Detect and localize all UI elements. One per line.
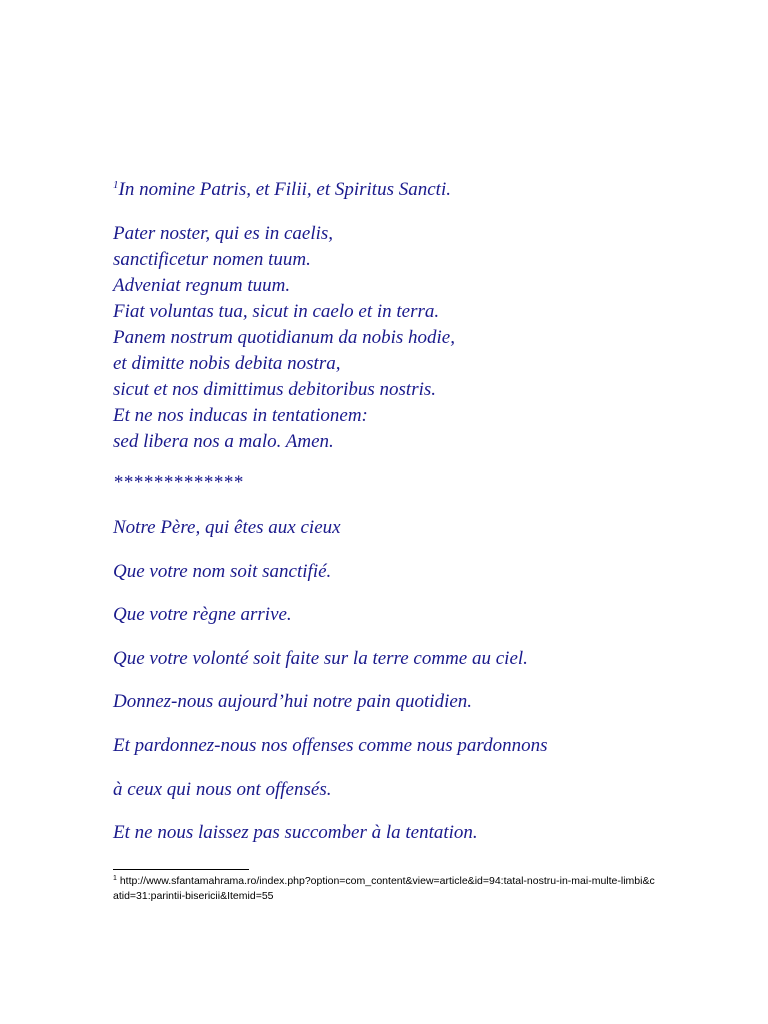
french-line: Que votre volonté soit faite sur la terre comme au ciel. [113,647,528,669]
footnote [113,874,658,904]
footnote-url: http://www.sfantamahrama.ro/index.php?option=com_content&view=article&id=94:tatal-nostru-in-mai-multe-limbi&catid=31:parintii-bisericii&Itemid=55 [113,875,655,902]
french-line: Notre Père, qui êtes aux cieux [113,517,341,538]
section-separator: ************* [113,472,243,493]
latin-prayer [113,221,455,455]
french-prayer [113,515,548,864]
french-line: Donnez-nous aujourd’hui notre pain quotidien. [113,691,473,713]
latin-line: Et ne nos inducas in tentationem: [113,405,368,426]
french-line: Et pardonnez-nous nos offenses comme nous pardonnons [113,734,548,756]
latin-line: et dimitte nobis debita nostra, [113,353,341,374]
latin-line: Adveniat regnum tuum. [113,275,291,296]
footnote-mark: 1 [113,875,117,882]
page-heading [113,177,451,203]
latin-line: Panem nostrum quotidianum da nobis hodie, [113,327,455,348]
french-line: à ceux qui nous ont offensés. [113,778,332,800]
french-line: Que votre règne arrive. [113,604,292,626]
french-line: Que votre nom soit sanctifié. [113,560,332,582]
footnote-reference: 1 [113,179,119,191]
latin-line: Fiat voluntas tua, sicut in caelo et in terra. [113,301,440,322]
latin-line: sanctificetur nomen tuum. [113,249,311,270]
latin-line: sicut et nos dimittimus debitoribus nostris. [113,379,437,400]
footnote-divider [113,869,249,870]
latin-line: Pater noster, qui es in caelis, [113,223,334,244]
heading-text: In nomine Patris, et Filii, et Spiritus Sancti. [118,179,451,200]
latin-line: sed libera nos a malo. Amen. [113,431,334,452]
french-line: Et ne nous laissez pas succomber à la tentation. [113,822,478,844]
